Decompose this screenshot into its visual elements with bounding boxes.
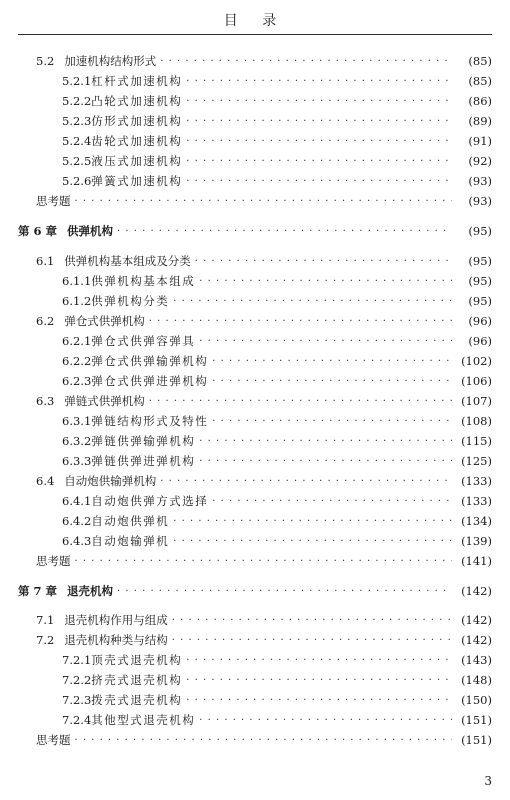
toc-entry-title: 液压式加速机构 <box>91 154 183 168</box>
toc-entry-number: 6.3 <box>36 394 55 408</box>
toc-section-entry <box>0 52 510 70</box>
toc-entry-page: (106) <box>461 374 492 388</box>
toc-dot-leader <box>186 675 452 686</box>
toc-entry-number: 6.2.2 <box>62 354 92 368</box>
toc-dot-leader <box>75 735 453 746</box>
toc-subsection-entry <box>0 92 510 110</box>
toc-dot-leader <box>199 715 452 726</box>
toc-dot-leader <box>199 276 452 287</box>
toc-entry-number: 7.2.3 <box>62 693 92 707</box>
toc-entry-page: (142) <box>461 584 492 598</box>
toc-subsection-entry <box>0 532 510 550</box>
toc-entry-title: 思考题 <box>36 194 71 208</box>
toc-section-entry <box>0 631 510 649</box>
toc-dot-leader <box>173 536 452 547</box>
toc-dot-leader <box>160 476 452 487</box>
toc-section-entry <box>0 731 510 749</box>
toc-entry-page: (108) <box>461 414 492 428</box>
toc-entry-title: 弹仓式供弹输弹机构 <box>91 354 209 368</box>
toc-entry-page: (85) <box>468 54 492 68</box>
toc-entry-page: (96) <box>468 334 492 348</box>
toc-entry-page: (150) <box>461 693 492 707</box>
toc-entry-page: (96) <box>468 314 492 328</box>
toc-entry-page: (92) <box>468 154 492 168</box>
toc-entry-title: 弹链结构形式及特性 <box>91 414 209 428</box>
toc-entry-page: (107) <box>461 394 492 408</box>
toc-subsection-entry <box>0 452 510 470</box>
toc-dot-leader <box>186 176 452 187</box>
toc-entry-title: 思考题 <box>36 554 71 568</box>
toc-dot-leader <box>199 456 452 467</box>
toc-dot-leader <box>186 116 452 127</box>
page-header-title: 目 录 <box>223 13 287 29</box>
toc-dot-leader <box>212 376 452 387</box>
toc-chapter-entry <box>0 222 510 240</box>
toc-section-entry <box>0 392 510 410</box>
toc-entry-title: 加速机构结构形式 <box>64 54 157 68</box>
toc-entry-page: (95) <box>468 274 492 288</box>
toc-dot-leader <box>199 336 452 347</box>
toc-section-entry <box>0 192 510 210</box>
toc-entry-number: 7.2 <box>36 633 55 647</box>
toc-entry-number: 6.4.1 <box>62 494 92 508</box>
toc-subsection-entry <box>0 432 510 450</box>
toc-entry-title: 退壳机构 <box>67 584 114 598</box>
toc-entry-page: (93) <box>468 174 492 188</box>
toc-subsection-entry <box>0 352 510 370</box>
toc-subsection-entry <box>0 412 510 430</box>
toc-entry-page: (148) <box>461 673 492 687</box>
toc-entry-page: (133) <box>461 494 492 508</box>
toc-subsection-entry <box>0 651 510 669</box>
toc-section-entry <box>0 472 510 490</box>
toc-entry-page: (93) <box>468 194 492 208</box>
toc-dot-leader <box>212 416 452 427</box>
toc-subsection-entry <box>0 72 510 90</box>
toc-dot-leader <box>186 136 452 147</box>
toc-entry-number: 第 7 章 <box>18 584 58 598</box>
toc-entry-title: 杠杆式加速机构 <box>91 74 183 88</box>
toc-dot-leader <box>173 516 452 527</box>
toc-dot-leader <box>149 396 452 407</box>
toc-entry-title: 供弹机构 <box>67 224 114 238</box>
toc-dot-leader <box>186 695 452 706</box>
toc-entry-title: 弹链供弹输弹机构 <box>91 434 196 448</box>
toc-entry-number: 6.2.3 <box>62 374 92 388</box>
toc-chapter-entry <box>0 582 510 600</box>
toc-dot-leader <box>172 615 452 626</box>
toc-entry-number: 7.2.2 <box>62 673 92 687</box>
toc-entry-title: 供弹机构基本组成及分类 <box>64 254 191 268</box>
toc-entry-number: 5.2.4 <box>62 134 92 148</box>
toc-entry-title: 供弹机构基本组成 <box>91 274 196 288</box>
toc-entry-page: (151) <box>461 713 492 727</box>
toc-subsection-entry <box>0 132 510 150</box>
toc-dot-leader <box>75 196 453 207</box>
header-rule <box>18 34 492 35</box>
toc-entry-number: 5.2.6 <box>62 174 92 188</box>
toc-dot-leader <box>149 316 452 327</box>
toc-entry-page: (139) <box>461 534 492 548</box>
toc-entry-title: 齿轮式加速机构 <box>91 134 183 148</box>
toc-subsection-entry <box>0 691 510 709</box>
toc-entry-page: (102) <box>461 354 492 368</box>
toc-entry-number: 5.2.5 <box>62 154 92 168</box>
toc-subsection-entry <box>0 372 510 390</box>
toc-entry-number: 6.1.1 <box>62 274 92 288</box>
toc-entry-number: 7.2.1 <box>62 653 92 667</box>
toc-entry-page: (115) <box>461 434 492 448</box>
toc-entry-number: 5.2 <box>36 54 55 68</box>
toc-section-entry <box>0 611 510 629</box>
toc-subsection-entry <box>0 332 510 350</box>
toc-entry-page: (125) <box>461 454 492 468</box>
toc-entry-title: 凸轮式加速机构 <box>91 94 183 108</box>
toc-dot-leader <box>186 76 452 87</box>
toc-entry-title: 仿形式加速机构 <box>91 114 183 128</box>
toc-entry-page: (151) <box>461 733 492 747</box>
toc-subsection-entry <box>0 172 510 190</box>
toc-entry-title: 思考题 <box>36 733 71 747</box>
toc-entry-number: 6.3.3 <box>62 454 92 468</box>
toc-entry-page: (86) <box>468 94 492 108</box>
toc-section-entry <box>0 252 510 270</box>
toc-entry-page: (143) <box>461 653 492 667</box>
toc-entry-number: 6.2 <box>36 314 55 328</box>
toc-entry-page: (142) <box>461 613 492 627</box>
toc-entry-page: (134) <box>461 514 492 528</box>
toc-dot-leader <box>186 655 452 666</box>
toc-entry-number: 6.1 <box>36 254 55 268</box>
toc-dot-leader <box>117 226 452 237</box>
toc-dot-leader <box>172 635 452 646</box>
toc-entry-title: 弹簧式加速机构 <box>91 174 183 188</box>
toc-entry-number: 5.2.3 <box>62 114 92 128</box>
toc-entry-number: 6.4.3 <box>62 534 92 548</box>
toc-entry-number: 5.2.1 <box>62 74 92 88</box>
toc-entry-title: 供弹机构分类 <box>91 294 170 308</box>
toc-subsection-entry <box>0 512 510 530</box>
toc-entry-page: (95) <box>468 254 492 268</box>
toc-entry-title: 顶壳式退壳机构 <box>91 653 183 667</box>
toc-section-entry <box>0 312 510 330</box>
toc-entry-number: 6.3.1 <box>62 414 92 428</box>
toc-entry-title: 其他型式退壳机构 <box>91 713 196 727</box>
toc-entry-title: 自动炮供输弹机构 <box>64 474 157 488</box>
toc-entry-title: 退壳机构作用与组成 <box>64 613 168 627</box>
toc-dot-leader <box>195 256 452 267</box>
toc-entry-number: 6.2.1 <box>62 334 92 348</box>
toc-entry-number: 6.3.2 <box>62 434 92 448</box>
toc-entry-number: 7.1 <box>36 613 55 627</box>
toc-dot-leader <box>117 586 452 597</box>
page-number: 3 <box>484 774 492 788</box>
toc-entry-page: (141) <box>461 554 492 568</box>
toc-subsection-entry <box>0 152 510 170</box>
toc-subsection-entry <box>0 292 510 310</box>
toc-entry-title: 挤壳式退壳机构 <box>91 673 183 687</box>
toc-subsection-entry <box>0 711 510 729</box>
toc-dot-leader <box>212 496 452 507</box>
toc-entry-title: 自动炮供弹机 <box>91 514 170 528</box>
toc-dot-leader <box>199 436 452 447</box>
toc-entry-page: (85) <box>468 74 492 88</box>
toc-dot-leader <box>186 156 452 167</box>
toc-dot-leader <box>173 296 452 307</box>
toc-entry-page: (91) <box>468 134 492 148</box>
toc-entry-page: (95) <box>468 224 492 238</box>
toc-entry-title: 弹仓式供弹容弹具 <box>91 334 196 348</box>
toc-entry-title: 弹链式供弹机构 <box>64 394 145 408</box>
toc-entry-title: 弹仓式供弹进弹机构 <box>91 374 209 388</box>
toc-entry-page: (89) <box>468 114 492 128</box>
toc-entry-number: 7.2.4 <box>62 713 92 727</box>
toc-dot-leader <box>160 56 452 67</box>
toc-subsection-entry <box>0 671 510 689</box>
toc-entry-title: 拨壳式退壳机构 <box>91 693 183 707</box>
toc-entry-number: 第 6 章 <box>18 224 58 238</box>
toc-subsection-entry <box>0 112 510 130</box>
toc-entry-title: 自动炮供弹方式选择 <box>91 494 209 508</box>
toc-entry-number: 5.2.2 <box>62 94 92 108</box>
toc-subsection-entry <box>0 492 510 510</box>
toc-entry-title: 退壳机构种类与结构 <box>64 633 168 647</box>
toc-entry-number: 6.1.2 <box>62 294 92 308</box>
toc-subsection-entry <box>0 272 510 290</box>
toc-entry-page: (133) <box>461 474 492 488</box>
toc-entry-title: 弹仓式供弹机构 <box>64 314 145 328</box>
toc-entry-number: 6.4.2 <box>62 514 92 528</box>
toc-dot-leader <box>212 356 452 367</box>
toc-entry-page: (95) <box>468 294 492 308</box>
toc-entry-page: (142) <box>461 633 492 647</box>
toc-entry-title: 自动炮输弹机 <box>91 534 170 548</box>
toc-section-entry <box>0 552 510 570</box>
toc-entry-number: 6.4 <box>36 474 55 488</box>
toc-dot-leader <box>186 96 452 107</box>
toc-entry-title: 弹链供弹进弹机构 <box>91 454 196 468</box>
toc-dot-leader <box>75 556 453 567</box>
